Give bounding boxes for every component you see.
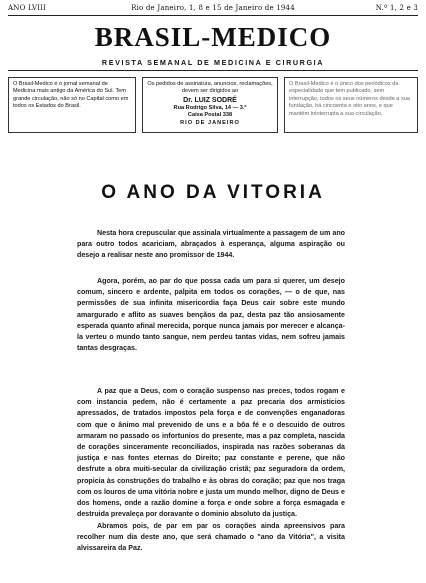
paragraph-text: Abramos pois, de par em par os corações ainda apreensivos para recolher num dia deste ano, que será chamado o "ano da Vitória", a visita alvissareira da Paz. bbox=[77, 522, 345, 553]
info-box-left: O Brasil-Medico é o jornal semanal de Medicina mais antigo da América do Sul. Tem grande circulação, não só no Capital como em todos os Estados do Brasil. bbox=[8, 77, 136, 133]
paragraph-text: Agora, porém, ao par do que possa cada um para si querer, um desejo comum, sincero e ardente, palpita em todos os corações, — o de que, nas permissões de sua infinita misericordia faça Deus cair sobre este mundo amargurado e aflito as suaves bençãos da paz, desta paz tão ansiosamente esperada quanto afinal merecida, porque nunca jamais por merecer e alcança-la verteu o mundo tanto sangue, nem perdeu tantas vidas, nem sofreu jamais tantas desgraças. bbox=[77, 277, 345, 353]
article-paragraph bbox=[77, 276, 345, 354]
subscription-intro: Os pedidos de assinatura, anuncios, reclamações, devem ser dirigidos ao bbox=[147, 81, 273, 95]
masthead-subtitle: REVISTA SEMANAL DE MEDICINA E CIRURGIA bbox=[101, 58, 325, 67]
masthead-title: BRASIL-MEDICO bbox=[94, 22, 332, 52]
issue-number: N.º 1, 2 e 3 bbox=[375, 4, 418, 12]
article-paragraph bbox=[77, 228, 345, 262]
place-date: Rio de Janeiro, 1, 8 e 15 de Janeiro de 1944 bbox=[131, 4, 295, 12]
city: RIO DE JANEIRO bbox=[180, 119, 240, 126]
editor-address: Rua Rodrigo Silva, 14 — 3.º bbox=[173, 104, 247, 111]
info-box-right: O Brasil-Medico é o único dos periódicos da especialidade que tem publicado, sem interrupção, todos os seus números desde a sua fundação, há cincoenta e oito anos, e que mantém ininterrupta a sua circulação. bbox=[284, 77, 418, 133]
editor-name: Dr. LUIZ SODRÉ bbox=[183, 96, 237, 104]
postal-box: Caixa Postal 338 bbox=[187, 112, 233, 119]
info-box-center bbox=[142, 77, 278, 133]
article-paragraph bbox=[77, 386, 345, 520]
article-title: O ANO DA VITORIA bbox=[101, 182, 325, 203]
top-rule bbox=[8, 15, 418, 16]
volume-number: ANO LVIII bbox=[8, 4, 47, 12]
paragraph-text: Nesta hora crepuscular que assinala virtualmente a passagem de um ano para outro todos acariciam, abraçados à esperança, alguma aspiração ou desejo a realisar neste ano promissor de 1944. bbox=[77, 229, 345, 260]
article-paragraph bbox=[77, 521, 345, 555]
masthead-rule bbox=[8, 70, 418, 71]
paragraph-text: A paz que a Deus, com o coração suspenso nas preces, todos rogam e com instancia pedem, não é certamente a paz precaria dos armisticios apressados, de tratados impostos pela força e de convenções enganadoras com que o ânimo mal prevenido de uns e a bôa fé e o descuido de outros armaram no passado os infortunios do presente, mas a paz completa, nascida de corações sinceramente reconciliados, inspirada nas razões soberanas da justiça e nas fontes eternas do Direito; paz constante e perene, que não desfrute a obra muiti-secular da civilização cristã; paz seguradora da ordem, propicia às construções do trabalho e às obras do coração; paz que nos traga com os louros de uma vitória nobre e justa um mundo melhor, digno de Deus e dos homens, onde a razão domine a força e onde sobre a força esmagada e destruida prevaleça por doravante o dominio absoluto da justiça. bbox=[77, 387, 345, 519]
